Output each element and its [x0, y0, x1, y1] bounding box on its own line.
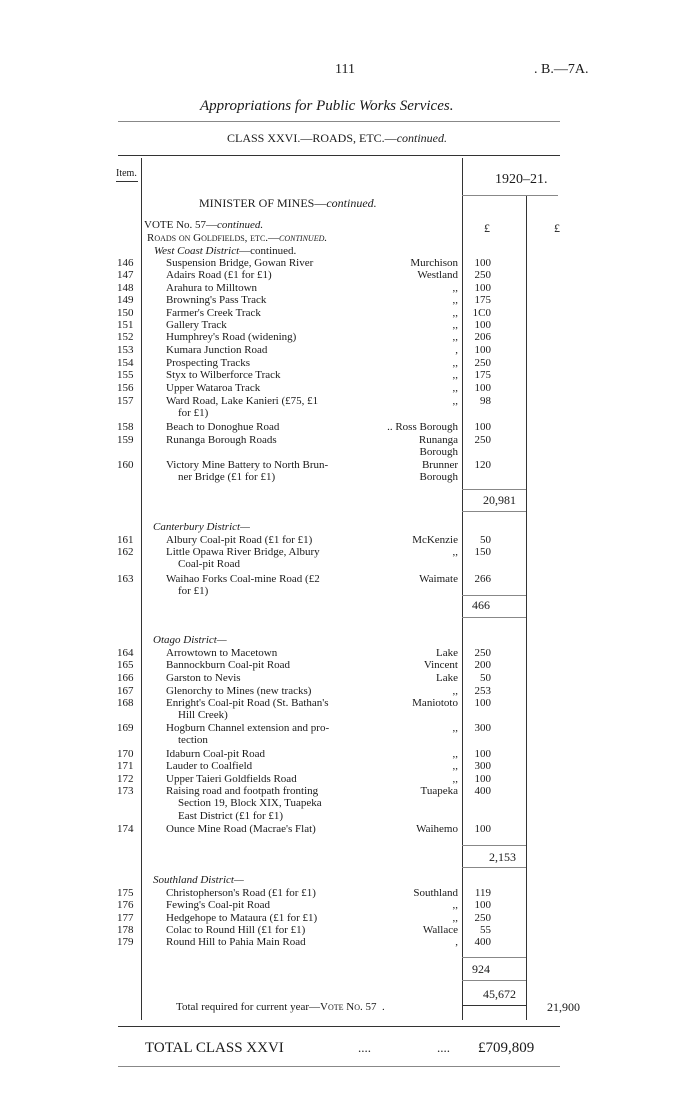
item-number: 148: [117, 282, 134, 294]
west-coast-total-rule-bottom: [462, 511, 526, 512]
road-description: Glenorchy to Mines (new tracks): [166, 685, 312, 697]
item-header-underline: [116, 181, 138, 182]
table-row: [0, 672, 700, 685]
item-number: 156: [117, 382, 134, 394]
item-number: 168: [117, 697, 134, 709]
table-row: [0, 331, 700, 344]
road-description: Lauder to Coalfield: [166, 760, 253, 772]
road-description-continued: Hill Creek): [178, 709, 228, 722]
table-row: [0, 785, 700, 822]
table-row: [0, 722, 700, 747]
road-description-continued: for £1): [178, 585, 209, 598]
road-description: Ward Road, Lake Kanieri (£75, £1: [166, 395, 319, 407]
item-number: 162: [117, 546, 134, 558]
road-description-continued: tection: [178, 734, 208, 747]
canterbury-total-rule: [462, 595, 526, 596]
item-number: 150: [117, 307, 134, 319]
item-number: 161: [117, 534, 134, 546]
district-name: Westland: [417, 269, 458, 281]
district-name: Maniototo: [412, 697, 458, 709]
road-description: Adairs Road (£1 for £1): [166, 269, 272, 281]
table-row: [0, 760, 700, 773]
amount: 300: [474, 760, 491, 772]
road-description-continued: ner Bridge (£1 for £1): [178, 471, 276, 484]
otago-total: 2,153: [489, 850, 516, 864]
district-name: ,,: [452, 319, 458, 331]
item-number: 176: [117, 899, 134, 911]
class-total-dots-1: ....: [358, 1040, 371, 1055]
amount: 120: [474, 459, 491, 471]
district-name: ,,: [452, 357, 458, 369]
table-row: [0, 421, 700, 434]
item-number: 163: [117, 573, 134, 585]
district-name: .. Ross Borough: [387, 421, 458, 433]
amount: 100: [474, 282, 491, 294]
amount: 300: [474, 722, 491, 734]
district-name: Murchison: [410, 257, 458, 269]
amount: 100: [474, 748, 491, 760]
table-row: [0, 823, 700, 836]
table-row: [0, 573, 700, 598]
otago-heading: Otago District—: [153, 634, 227, 646]
item-number: 178: [117, 924, 134, 936]
currency-symbol-2: £: [554, 221, 560, 235]
road-description: Kumara Junction Road: [166, 344, 268, 356]
road-description: Victory Mine Battery to North Brun-: [166, 459, 329, 471]
item-number: 152: [117, 331, 134, 343]
district-name: McKenzie: [412, 534, 458, 546]
district-name: ,,: [452, 369, 458, 381]
district-name: Waimate: [419, 573, 458, 585]
item-number: 157: [117, 395, 134, 407]
road-description: Runanga Borough Roads: [166, 434, 277, 446]
amount: 400: [474, 936, 491, 948]
amount: 250: [474, 357, 491, 369]
amount: 1C0: [472, 307, 491, 319]
otago-total-rule-bottom: [462, 867, 526, 868]
road-description: Humphrey's Road (widening): [166, 331, 297, 343]
amount: 100: [474, 382, 491, 394]
amount: 400: [474, 785, 491, 797]
district-name: Lake: [436, 647, 458, 659]
district-name: ,,: [452, 282, 458, 294]
item-number: 164: [117, 647, 134, 659]
road-description-continued: East District (£1 for £1): [178, 809, 284, 822]
road-description: Albury Coal-pit Road (£1 for £1): [166, 534, 313, 546]
vote-total: 21,900: [547, 1000, 580, 1014]
amount: 98: [480, 395, 491, 407]
district-name: ,,: [452, 294, 458, 306]
amount: 100: [474, 773, 491, 785]
road-description: Enright's Coal-pit Road (St. Bathan's: [166, 697, 329, 709]
canterbury-total-rule-bottom: [462, 617, 526, 618]
road-description-continued: for £1): [178, 407, 209, 420]
vote-heading: VOTE No. 57—continued.: [144, 219, 264, 231]
road-description: Waihao Forks Coal-mine Road (£2: [166, 573, 320, 585]
canterbury-total: 466: [472, 598, 490, 612]
amount: 206: [474, 331, 491, 343]
road-description: Styx to Wilberforce Track: [166, 369, 281, 381]
item-number: 171: [117, 760, 134, 772]
district-name: ,,: [452, 546, 458, 558]
item-number: 167: [117, 685, 134, 697]
table-row: [0, 697, 700, 722]
table-top-rule: [118, 155, 560, 156]
item-number: 177: [117, 912, 134, 924]
district-name: Waihemo: [416, 823, 458, 835]
item-number: 159: [117, 434, 134, 446]
district-name: ,,: [452, 307, 458, 319]
road-description: Arrowtown to Macetown: [166, 647, 278, 659]
amount: 266: [474, 573, 491, 585]
road-description: Upper Taieri Goldfields Road: [166, 773, 297, 785]
road-description: Farmer's Creek Track: [166, 307, 261, 319]
road-description: Arahura to Milltown: [166, 282, 258, 294]
amount: 100: [474, 344, 491, 356]
district-name: ,,: [452, 395, 458, 407]
amount: 100: [474, 257, 491, 269]
class-total-label: TOTAL CLASS XXVI: [145, 1040, 284, 1056]
amount: 50: [480, 672, 491, 684]
table-row: [0, 344, 700, 357]
canterbury-heading: Canterbury District—: [153, 521, 250, 533]
table-row: [0, 382, 700, 395]
ministry-heading: MINISTER OF MINES—continued.: [199, 196, 377, 210]
table-row: [0, 269, 700, 282]
road-description: Christopherson's Road (£1 for £1): [166, 887, 316, 899]
vote-subtotal: 45,672: [483, 987, 516, 1001]
amount: 100: [474, 421, 491, 433]
amount: 253: [474, 685, 491, 697]
district-name: Brunner: [421, 459, 458, 471]
amount: 175: [474, 369, 491, 381]
item-number: 166: [117, 672, 134, 684]
district-name: ,,: [452, 685, 458, 697]
road-description: Little Opawa River Bridge, Albury: [166, 546, 320, 558]
west-coast-heading: West Coast District—continued.: [154, 245, 297, 257]
amount: 100: [474, 823, 491, 835]
road-description: Ounce Mine Road (Macrae's Flat): [166, 823, 316, 835]
road-description: Upper Wataroa Track: [166, 382, 261, 394]
district-name: ,,: [452, 773, 458, 785]
southland-total: 924: [472, 962, 490, 976]
district-name: Wallace: [422, 924, 458, 936]
road-description: Colac to Round Hill (£1 for £1): [166, 924, 306, 936]
currency-symbol-1: £: [484, 221, 490, 235]
road-description: Idaburn Coal-pit Road: [166, 748, 265, 760]
road-description: Hedgehope to Mataura (£1 for £1): [166, 912, 318, 924]
west-coast-total-rule: [462, 489, 526, 490]
item-number: 147: [117, 269, 134, 281]
item-number: 154: [117, 357, 134, 369]
vote-subtotal-rule: [462, 1005, 526, 1006]
table-row: [0, 546, 700, 571]
document-reference: . B.—7A.: [534, 62, 589, 77]
district-name-continued: Borough: [419, 446, 458, 459]
district-name: ,,: [452, 331, 458, 343]
table-row: [0, 936, 700, 949]
amount: 100: [474, 899, 491, 911]
road-description: Beach to Donoghue Road: [166, 421, 280, 433]
item-number: 153: [117, 344, 134, 356]
table-row: [0, 899, 700, 912]
district-name: ,: [455, 936, 458, 948]
amount: 250: [474, 434, 491, 446]
class-total-dots-2: ....: [437, 1040, 450, 1055]
district-name: Southland: [413, 887, 458, 899]
title-rule: [118, 121, 560, 122]
class-line: CLASS XXVI.—ROADS, ETC.—continued.: [227, 131, 448, 145]
item-number: 179: [117, 936, 134, 948]
amount: 55: [480, 924, 491, 936]
district-name: ,,: [452, 912, 458, 924]
road-description: Raising road and footpath fronting: [166, 785, 319, 797]
road-description: Garston to Nevis: [166, 672, 241, 684]
district-name: Runanga: [418, 434, 458, 446]
amount: 250: [474, 269, 491, 281]
item-number: 160: [117, 459, 134, 471]
amount: 175: [474, 294, 491, 306]
district-name: ,: [455, 344, 458, 356]
item-header: Item.: [116, 168, 137, 179]
amount: 250: [474, 912, 491, 924]
southland-total-rule-bottom: [462, 980, 526, 981]
year-header: 1920–21.: [495, 172, 548, 187]
district-name: ,,: [452, 899, 458, 911]
district-name: ,,: [452, 748, 458, 760]
item-number: 146: [117, 257, 134, 269]
amount: 250: [474, 647, 491, 659]
road-description: Bannockburn Coal-pit Road: [166, 659, 291, 671]
road-description: Round Hill to Pahia Main Road: [166, 936, 306, 948]
table-row: [0, 434, 700, 459]
amount: 50: [480, 534, 491, 546]
page-number: 111: [335, 62, 355, 77]
item-number: 174: [117, 823, 134, 835]
road-description: Suspension Bridge, Gowan River: [166, 257, 314, 269]
item-number: 165: [117, 659, 134, 671]
amount: 100: [474, 697, 491, 709]
district-name: ,,: [452, 722, 458, 734]
item-number: 173: [117, 785, 134, 797]
district-name: Tuapeka: [420, 785, 458, 797]
item-number: 151: [117, 319, 134, 331]
district-name: Vincent: [423, 659, 458, 671]
district-name: Lake: [436, 672, 458, 684]
table-row: [0, 369, 700, 382]
road-description: Hogburn Channel extension and pro-: [166, 722, 330, 734]
table-row: [0, 659, 700, 672]
item-number: 155: [117, 369, 134, 381]
west-coast-total: 20,981: [483, 493, 516, 507]
item-number: 172: [117, 773, 134, 785]
amount: 200: [474, 659, 491, 671]
otago-total-rule: [462, 845, 526, 846]
item-number: 175: [117, 887, 134, 899]
amount: 119: [474, 887, 491, 899]
class-total-value: £709,809: [478, 1040, 535, 1056]
road-description: Gallery Track: [166, 319, 227, 331]
road-description: Prospecting Tracks: [166, 357, 251, 369]
road-description: Fewing's Coal-pit Road: [166, 899, 271, 911]
year-header-rule: [462, 195, 558, 196]
table-row: [0, 459, 700, 484]
district-name-continued: Borough: [419, 471, 458, 484]
district-name: ,,: [452, 382, 458, 394]
southland-heading: Southland District—: [153, 874, 244, 886]
table-row: [0, 395, 700, 420]
item-number: 149: [117, 294, 134, 306]
item-number: 158: [117, 421, 134, 433]
roads-heading: Roads on Goldfields, etc.—continued.: [147, 232, 328, 244]
southland-total-rule: [462, 957, 526, 958]
table-bottom-rule: [118, 1026, 560, 1027]
table-row: [0, 294, 700, 307]
item-number: 169: [117, 722, 134, 734]
footer-rule: [118, 1066, 560, 1067]
item-number: 170: [117, 748, 134, 760]
road-description-continued: Coal-pit Road: [178, 558, 241, 571]
amount: 100: [474, 319, 491, 331]
vote-total-label: Total required for current year—Vote No. 57 .: [176, 1001, 385, 1013]
amount: 150: [474, 546, 491, 558]
district-name: ,,: [452, 760, 458, 772]
page-title: Appropriations for Public Works Services.: [200, 98, 454, 114]
road-description-continued: Section 19, Block XIX, Tuapeka: [178, 797, 322, 810]
road-description: Browning's Pass Track: [166, 294, 267, 306]
